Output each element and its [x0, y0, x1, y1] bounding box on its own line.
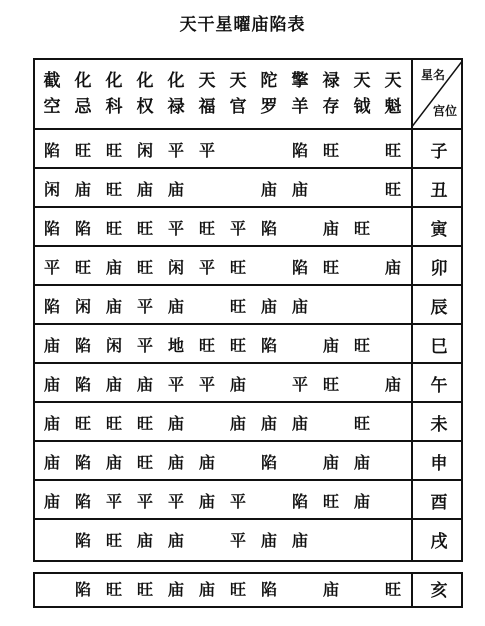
row-divider [35, 440, 461, 442]
status-cell: 庙 [229, 414, 246, 433]
status-cell: 旺 [322, 141, 339, 160]
status-cell: 陷 [43, 219, 60, 238]
status-cell: 陷 [260, 336, 277, 355]
status-cell: 旺 [136, 580, 153, 599]
star-name-char: 陀 [260, 71, 278, 91]
palace-branch-label: 酉 [430, 493, 448, 513]
status-cell: 庙 [136, 180, 153, 199]
row-divider [35, 245, 461, 247]
status-cell: 庙 [353, 453, 370, 472]
star-name-char: 擎 [291, 71, 309, 91]
palace-branch-label: 卯 [430, 259, 448, 279]
palace-branch-label: 申 [430, 454, 448, 474]
star-name-char: 忌 [74, 97, 92, 117]
status-cell: 庙 [198, 453, 215, 472]
status-cell: 旺 [384, 141, 401, 160]
status-cell: 庙 [43, 336, 60, 355]
status-cell: 庙 [167, 531, 184, 550]
status-cell: 旺 [136, 414, 153, 433]
star-name-char: 天 [198, 71, 216, 91]
row-divider [35, 167, 461, 169]
row-divider [35, 362, 461, 364]
star-name-char: 天 [229, 71, 247, 91]
status-cell: 平 [229, 219, 246, 238]
status-cell: 闲 [105, 336, 122, 355]
star-name-char: 钺 [353, 97, 371, 117]
status-cell: 陷 [74, 531, 91, 550]
status-cell: 旺 [229, 297, 246, 316]
row-divider [35, 518, 461, 520]
status-cell: 庙 [353, 492, 370, 511]
status-cell: 庙 [43, 375, 60, 394]
status-cell: 旺 [105, 219, 122, 238]
status-cell: 庙 [322, 336, 339, 355]
status-cell: 庙 [384, 258, 401, 277]
palace-branch-label: 未 [430, 415, 448, 435]
star-name-char: 罗 [260, 97, 278, 117]
status-cell: 庙 [43, 492, 60, 511]
status-cell: 庙 [43, 453, 60, 472]
status-cell: 旺 [74, 258, 91, 277]
status-cell: 旺 [105, 180, 122, 199]
palace-branch-label: 巳 [430, 337, 448, 357]
status-cell: 庙 [43, 414, 60, 433]
status-cell: 旺 [105, 414, 122, 433]
status-cell: 庙 [105, 375, 122, 394]
status-cell: 旺 [105, 580, 122, 599]
status-cell: 平 [167, 375, 184, 394]
star-name-char: 福 [198, 97, 216, 117]
status-cell: 庙 [105, 453, 122, 472]
status-cell: 平 [229, 492, 246, 511]
status-cell: 庙 [167, 453, 184, 472]
star-name-char: 权 [136, 97, 154, 117]
status-cell: 陷 [260, 219, 277, 238]
status-cell: 平 [167, 492, 184, 511]
status-cell: 旺 [353, 336, 370, 355]
status-cell: 陷 [43, 297, 60, 316]
status-cell: 旺 [229, 336, 246, 355]
status-cell: 庙 [260, 297, 277, 316]
status-cell: 旺 [105, 531, 122, 550]
status-cell: 陷 [74, 580, 91, 599]
star-name-char: 存 [322, 97, 340, 117]
status-cell: 庙 [105, 258, 122, 277]
status-cell: 庙 [322, 219, 339, 238]
status-cell: 庙 [167, 580, 184, 599]
status-cell: 庙 [291, 180, 308, 199]
status-cell: 庙 [167, 180, 184, 199]
star-name-char: 科 [105, 97, 123, 117]
status-cell: 闲 [136, 141, 153, 160]
header-divider [35, 128, 461, 130]
status-cell: 陷 [260, 580, 277, 599]
status-cell: 庙 [260, 414, 277, 433]
status-cell: 陷 [291, 141, 308, 160]
status-cell: 旺 [322, 375, 339, 394]
star-name-char: 化 [136, 71, 154, 91]
status-cell: 平 [105, 492, 122, 511]
star-name-char: 化 [167, 71, 185, 91]
status-cell: 陷 [291, 258, 308, 277]
status-cell: 旺 [136, 453, 153, 472]
status-cell: 闲 [74, 297, 91, 316]
row-divider [35, 572, 461, 574]
status-cell: 庙 [198, 492, 215, 511]
row-divider [35, 479, 461, 481]
status-cell: 陷 [260, 453, 277, 472]
star-name-char: 截 [43, 71, 61, 91]
row-divider [35, 401, 461, 403]
status-cell: 旺 [74, 141, 91, 160]
status-cell: 旺 [353, 219, 370, 238]
status-cell: 旺 [322, 492, 339, 511]
status-cell: 旺 [136, 219, 153, 238]
status-cell: 旺 [229, 580, 246, 599]
palace-branch-label: 戌 [430, 532, 448, 552]
status-cell: 庙 [291, 531, 308, 550]
star-name-char: 官 [229, 97, 247, 117]
status-cell: 旺 [136, 258, 153, 277]
star-name-char: 化 [105, 71, 123, 91]
star-name-char: 魁 [384, 97, 402, 117]
status-cell: 闲 [43, 180, 60, 199]
row-divider [35, 323, 461, 325]
star-temple-table [33, 58, 463, 608]
status-cell: 庙 [322, 453, 339, 472]
status-cell: 旺 [198, 336, 215, 355]
status-cell: 旺 [74, 414, 91, 433]
star-name-char: 天 [353, 71, 371, 91]
status-cell: 庙 [291, 414, 308, 433]
palace-branch-label: 亥 [430, 581, 448, 601]
status-cell: 平 [198, 258, 215, 277]
status-cell: 陷 [74, 336, 91, 355]
row-divider [35, 560, 461, 562]
palace-branch-label: 辰 [430, 298, 448, 318]
palace-branch-label: 午 [430, 376, 448, 396]
star-name-char: 羊 [291, 97, 309, 117]
status-cell: 庙 [384, 375, 401, 394]
status-cell: 旺 [384, 580, 401, 599]
status-cell: 平 [291, 375, 308, 394]
palace-branch-label: 丑 [430, 181, 448, 201]
star-name-char: 化 [74, 71, 92, 91]
status-cell: 平 [229, 531, 246, 550]
status-cell: 平 [136, 492, 153, 511]
status-cell: 陷 [74, 375, 91, 394]
status-cell: 庙 [198, 580, 215, 599]
corner-label-star-name: 星名 [421, 68, 446, 82]
status-cell: 庙 [136, 531, 153, 550]
status-cell: 旺 [105, 141, 122, 160]
star-name-char: 天 [384, 71, 402, 91]
page-break-gap [31, 562, 469, 572]
status-cell: 庙 [260, 180, 277, 199]
row-divider [35, 284, 461, 286]
status-cell: 闲 [167, 258, 184, 277]
star-name-char: 禄 [167, 97, 185, 117]
status-cell: 平 [136, 336, 153, 355]
status-cell: 平 [136, 297, 153, 316]
status-cell: 庙 [291, 297, 308, 316]
status-cell: 庙 [105, 297, 122, 316]
status-cell: 旺 [198, 219, 215, 238]
corner-label-palace: 宫位 [433, 104, 458, 118]
star-name-char: 禄 [322, 71, 340, 91]
status-cell: 旺 [229, 258, 246, 277]
status-cell: 旺 [322, 258, 339, 277]
status-cell: 平 [198, 375, 215, 394]
page-title: 天干星曜庙陷表 [179, 15, 306, 35]
status-cell: 庙 [322, 580, 339, 599]
status-cell: 陷 [43, 141, 60, 160]
star-name-char: 空 [43, 97, 61, 117]
row-divider [35, 206, 461, 208]
status-cell: 庙 [167, 414, 184, 433]
status-cell: 旺 [384, 180, 401, 199]
status-cell: 地 [167, 336, 184, 355]
status-cell: 平 [198, 141, 215, 160]
palace-branch-label: 寅 [430, 220, 448, 240]
status-cell: 庙 [167, 297, 184, 316]
status-cell: 平 [167, 219, 184, 238]
status-cell: 陷 [74, 219, 91, 238]
palace-branch-label: 子 [430, 142, 448, 162]
status-cell: 庙 [229, 375, 246, 394]
status-cell: 陷 [74, 453, 91, 472]
status-cell: 陷 [74, 492, 91, 511]
status-cell: 旺 [353, 414, 370, 433]
status-cell: 陷 [291, 492, 308, 511]
status-cell: 平 [43, 258, 60, 277]
status-cell: 庙 [136, 375, 153, 394]
status-cell: 庙 [260, 531, 277, 550]
status-cell: 平 [167, 141, 184, 160]
status-cell: 庙 [74, 180, 91, 199]
